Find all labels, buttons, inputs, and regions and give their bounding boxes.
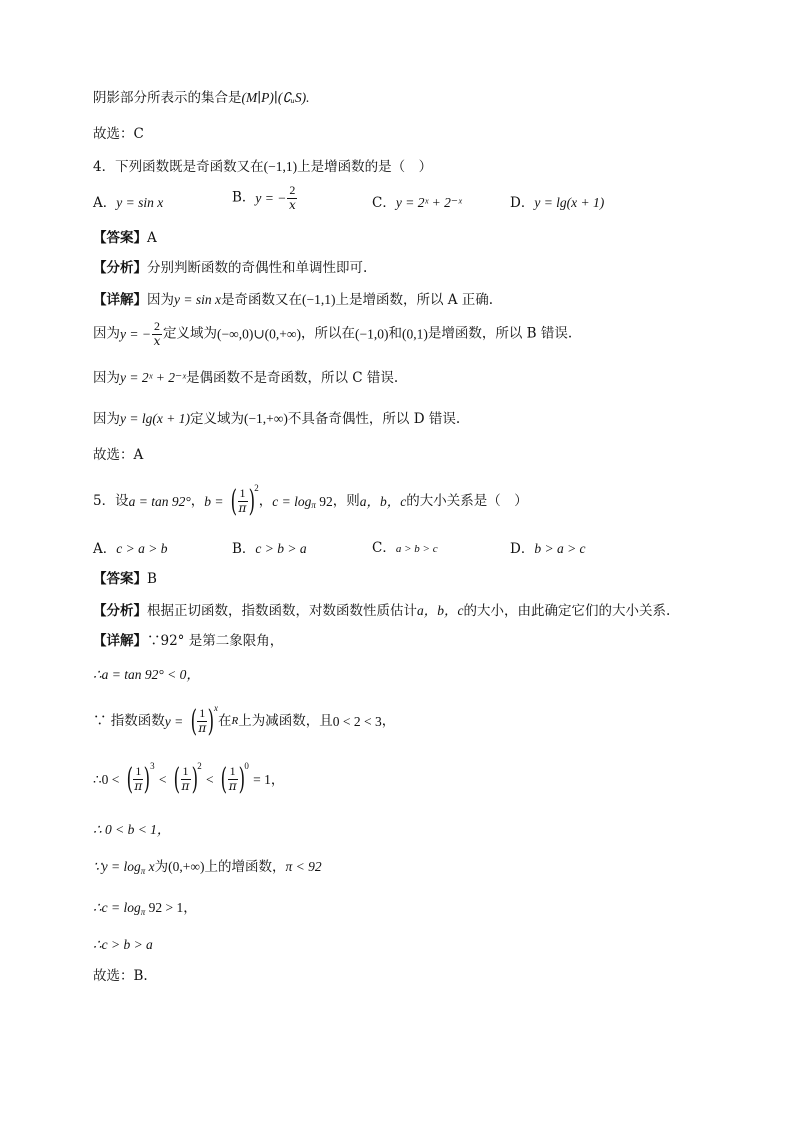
q4-option-d: D．y = lg(x + 1) bbox=[510, 195, 605, 211]
q4-analysis: 【分析】分别判断函数的奇偶性和单调性即可. bbox=[93, 260, 368, 276]
q5-option-d: D．b > a > c bbox=[510, 541, 586, 557]
q4-detail-2: 因为y = − $\frac{2}{x}$ 定义域为(−∞,0)∪(0,+∞)，所以在(−1,0)和(0,1)是增函数，所以 B 错误. bbox=[93, 319, 573, 348]
q5-step-6: ∴c = $\log_\pi 92 > 1$， bbox=[93, 900, 197, 917]
q5-analysis: 【分析】根据正切函数，指数函数，对数函数性质估计a，b，c的大小，由此确定它们的大小关系. bbox=[93, 603, 671, 619]
q5-option-b: B．c > b > a bbox=[232, 541, 307, 557]
fraction: $\frac{1}{\pi}$ bbox=[181, 764, 190, 793]
q5-step-2: ∵ 指数函数y = ( $\frac{1}{\pi}$ )$^x$在R上为减函数，且0 < 2 < 3， bbox=[93, 703, 396, 739]
q5-option-c: C．a > b > c bbox=[372, 540, 438, 556]
q5-detail-1: 【详解】∵92° 是第二象限角， bbox=[93, 633, 284, 649]
q4-option-b: B．y = − $\frac{2}{x}$ bbox=[232, 183, 296, 212]
fraction: $\frac{1}{\pi}$ bbox=[238, 486, 247, 515]
q5-answer: 【答案】B bbox=[93, 571, 157, 587]
line-shaded-set: 阴影部分所表示的集合是(M∣P)∣(∁ᵤS). bbox=[93, 90, 310, 106]
fraction: $\frac{1}{\pi}$ bbox=[228, 764, 237, 793]
q4-answer: 【答案】A bbox=[93, 230, 157, 246]
q4-option-c: C．y = 2ˣ + 2⁻ˣ bbox=[372, 195, 462, 211]
q5-step-5: ∵y = $\log_\pi x$为(0,+∞)上的增函数，π < 92 bbox=[93, 859, 322, 876]
q4-option-a: A．y = sin x bbox=[93, 195, 164, 211]
q4-detail-3: 因为y = 2ˣ + 2⁻ˣ是偶函数不是奇函数，所以 C 错误. bbox=[93, 370, 399, 386]
set-expression: (M∣P)∣(∁ᵤS). bbox=[241, 90, 310, 105]
q5-step-1: ∴a = tan 92° < 0， bbox=[93, 667, 200, 682]
fraction: $\frac{1}{\pi}$ bbox=[134, 764, 143, 793]
q5-step-4: ∴ 0 < b < 1， bbox=[93, 822, 171, 837]
q5-step-7: ∴c > b > a bbox=[93, 937, 153, 952]
line-select-c: 故选：C bbox=[93, 126, 144, 142]
q5-select: 故选：B. bbox=[93, 968, 148, 984]
q5-step-3: ∴0 < ( $\frac{1}{\pi}$ )$^3$ < ( $\frac{1}{\pi}$ )$^2$ < ( $\frac{1}{\pi}$ )$^0$ = 1， bbox=[93, 761, 285, 797]
q4-detail-1: 【详解】因为y = sin x是奇函数又在(−1,1)上是增函数，所以 A 正确. bbox=[93, 292, 494, 308]
q4-select: 故选：A bbox=[93, 447, 144, 463]
q5-stem: 5．设a = tan 92°，b = ( $\frac{1}{\pi}$ )$^2$，$c = \log_\pi 92$，则a，b，c的大小关系是（ ） bbox=[93, 483, 528, 519]
fraction: $\frac{1}{\pi}$ bbox=[198, 706, 207, 735]
q4-detail-4: 因为y = lg(x + 1)定义域为(−1,+∞)不具备奇偶性，所以 D 错误. bbox=[93, 411, 461, 427]
fraction: $\frac{2}{x}$ bbox=[153, 319, 161, 348]
q5-option-a: A．c > a > b bbox=[93, 541, 168, 557]
q4-stem: 4．下列函数既是奇函数又在(−1,1)上是增函数的是（ ） bbox=[93, 159, 433, 175]
fraction: $\frac{2}{x}$ bbox=[289, 183, 296, 212]
